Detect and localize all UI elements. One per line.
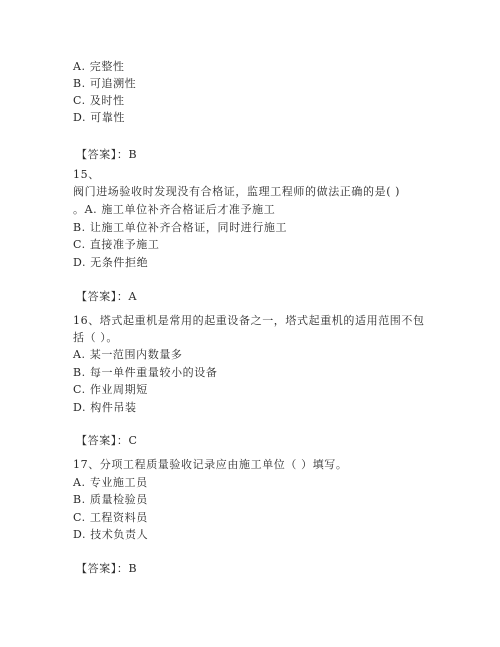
q15-option-d: D. 无条件拒绝 — [73, 256, 149, 269]
q15-stem-line-2: 。A. 施工单位补齐合格证后才准予施工 — [73, 203, 276, 216]
q14-option-b: B. 可追溯性 — [73, 77, 137, 90]
q15-option-b: B. 让施工单位补齐合格证，同时进行施工 — [73, 221, 288, 234]
q14-option-a: A. 完整性 — [73, 60, 125, 73]
q16-option-b: B. 每一单件重量较小的设备 — [73, 366, 218, 379]
q15-option-c: C. 直接准予施工 — [73, 238, 160, 251]
q14-answer: 【答案】：B — [76, 148, 138, 161]
q14-option-d: D. 可靠性 — [73, 111, 126, 124]
q16-stem-line-2: 括（ ）。 — [73, 331, 118, 344]
q15-answer: 【答案】：A — [76, 290, 138, 303]
q16-stem-line-1: 16、塔式起重机是常用的起重设备之一，塔式起重机的适用范围不包 — [73, 314, 425, 327]
q15-number: 15、 — [73, 168, 100, 181]
q16-option-d: D. 构件吊装 — [73, 401, 137, 414]
q15-stem-line-1: 阀门进场验收时发现没有合格证，监理工程师的做法正确的是( ) — [73, 185, 401, 198]
q16-option-c: C. 作业周期短 — [73, 383, 148, 396]
q17-option-b: B. 质量检验员 — [73, 493, 148, 506]
q17-answer: 【答案】：B — [76, 562, 138, 575]
q16-option-a: A. 某一范围内数量多 — [73, 348, 183, 361]
q17-option-d: D. 技术负责人 — [73, 528, 149, 541]
q17-stem: 17、分项工程质量验收记录应由施工单位（ ）填写。 — [73, 458, 348, 471]
q16-answer: 【答案】：C — [76, 434, 138, 447]
q17-option-c: C. 工程资料员 — [73, 511, 148, 524]
q14-option-c: C. 及时性 — [73, 94, 125, 107]
q17-option-a: A. 专业施工员 — [73, 476, 148, 489]
